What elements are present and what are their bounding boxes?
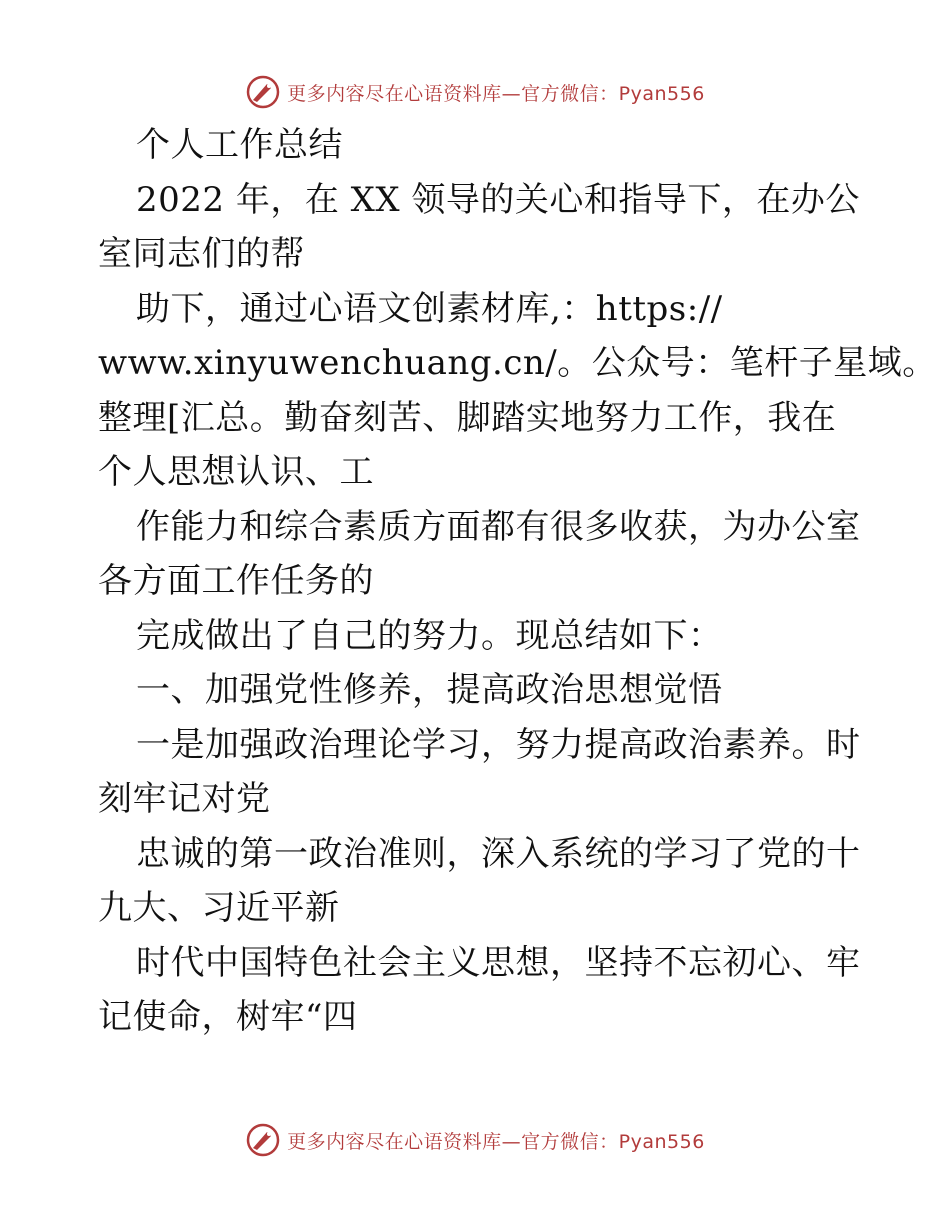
footer-banner-text: 更多内容尽在心语资料库—官方微信：Pyan556 bbox=[287, 1130, 705, 1153]
footer-watermark-banner bbox=[0, 1120, 950, 1160]
pen-nib-logo-icon bbox=[245, 74, 281, 110]
document-line: 整理[汇总。勤奋刻苦、脚踏实地努力工作，我在 bbox=[98, 397, 837, 438]
document-line: www.xinyuwenchuang.cn/。公众号：笔杆子星域。 bbox=[98, 343, 937, 383]
pen-nib-logo-icon bbox=[245, 1122, 281, 1158]
header-watermark-banner bbox=[0, 72, 950, 112]
document-line: 个人思想认识、工 bbox=[98, 452, 374, 492]
document-line: 一是加强政治理论学习，努力提高政治素养。时 bbox=[136, 724, 861, 765]
document-line: 忠诚的第一政治准则，深入系统的学习了党的十 bbox=[136, 833, 861, 874]
header-banner-text: 更多内容尽在心语资料库—官方微信：Pyan556 bbox=[287, 82, 705, 105]
document-body bbox=[98, 118, 937, 1045]
document-line: 作能力和综合素质方面都有很多收获，为办公室 bbox=[136, 506, 861, 547]
document-line: 个人工作总结 bbox=[136, 125, 343, 165]
document-line: 刻牢记对党 bbox=[98, 779, 271, 819]
document-line: 完成做出了自己的努力。现总结如下： bbox=[136, 615, 723, 656]
document-line: 记使命，树牢“四 bbox=[98, 997, 358, 1037]
document-line: 2022 年，在 XX 领导的关心和指导下，在办公 bbox=[136, 179, 860, 220]
document-line: 一、加强党性修养，提高政治思想觉悟 bbox=[136, 670, 723, 710]
document-line: 助下，通过心语文创素材库,：https:// bbox=[136, 288, 723, 329]
document-line: 九大、习近平新 bbox=[98, 888, 340, 928]
document-line: 室同志们的帮 bbox=[98, 234, 305, 274]
document-line: 各方面工作任务的 bbox=[98, 561, 374, 601]
document-line: 时代中国特色社会主义思想，坚持不忘初心、牢 bbox=[136, 942, 861, 983]
